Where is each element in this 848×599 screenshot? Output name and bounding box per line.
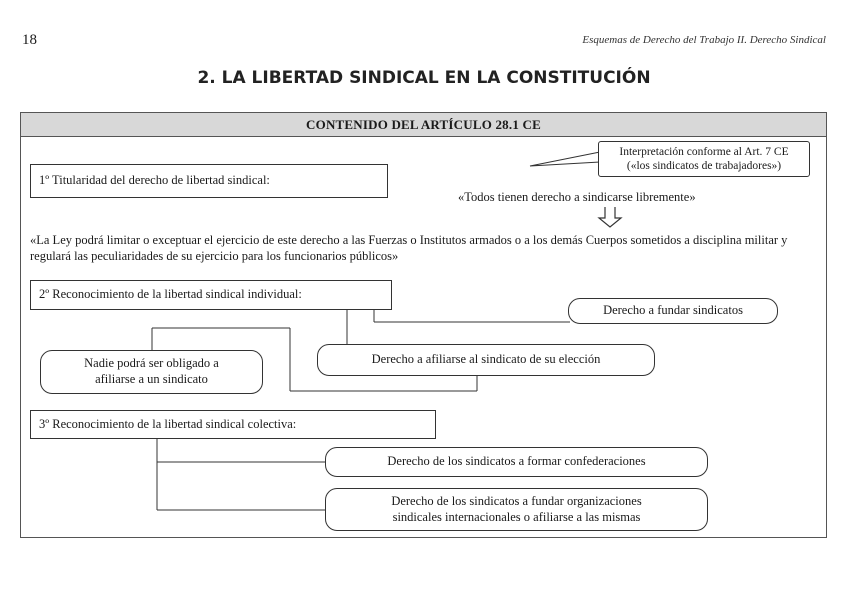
pill-internacionales <box>325 488 708 531</box>
quote-law-limits: «La Ley podrá limitar o exceptuar el ejercicio de este derecho a las Fuerzas o Institutos armados o a los demás Cuerpos sometidos a disciplina militar y regulará las peculiaridades de su ejercicio para los funcionarios públicos» <box>30 233 788 264</box>
interpretation-callout <box>598 141 810 177</box>
pill-internacionales-line-2: sindicales internacionales o afiliarse a las mismas <box>392 509 641 524</box>
frame-header: CONTENIDO DEL ARTÍCULO 28.1 CE <box>20 112 827 137</box>
pill-afiliarse <box>317 344 655 376</box>
point-2-label: 2º Reconocimiento de la libertad sindical individual: <box>39 287 302 302</box>
pill-confederaciones <box>325 447 708 477</box>
down-arrow-icon <box>596 206 624 228</box>
running-head: Esquemas de Derecho del Trabajo II. Derecho Sindical <box>582 34 826 46</box>
point-3-label: 3º Reconocimiento de la libertad sindical colectiva: <box>39 416 297 431</box>
pill-nadie-obligado <box>40 350 263 394</box>
pill-confederaciones-text: Derecho de los sindicatos a formar confederaciones <box>387 454 646 469</box>
pill-fundar-sindicatos <box>568 298 778 324</box>
page-number: 18 <box>22 32 37 48</box>
pill-fundar-text: Derecho a fundar sindicatos <box>603 303 743 318</box>
point-3-box <box>30 410 436 439</box>
pill-internacionales-line-1: Derecho de los sindicatos a fundar organizaciones <box>391 493 642 508</box>
pill-nadie-line-2: afiliarse a un sindicato <box>95 372 208 386</box>
pill-afiliarse-text: Derecho a afiliarse al sindicato de su elección <box>371 352 601 367</box>
callout-pointer <box>530 152 600 166</box>
callout-line-1: Interpretación conforme al Art. 7 CE <box>619 146 789 158</box>
quote-all-have-right: «Todos tienen derecho a sindicarse libremente» <box>458 190 696 204</box>
point-1-label: 1º Titularidad del derecho de libertad sindical: <box>39 173 270 188</box>
point-1-box <box>30 164 388 198</box>
section-title: 2. LA LIBERTAD SINDICAL EN LA CONSTITUCIÓN <box>197 68 651 88</box>
pill-nadie-line-1: Nadie podrá ser obligado a <box>84 356 219 371</box>
callout-line-2: («los sindicatos de trabajadores») <box>626 160 782 173</box>
point-2-box <box>30 280 392 310</box>
